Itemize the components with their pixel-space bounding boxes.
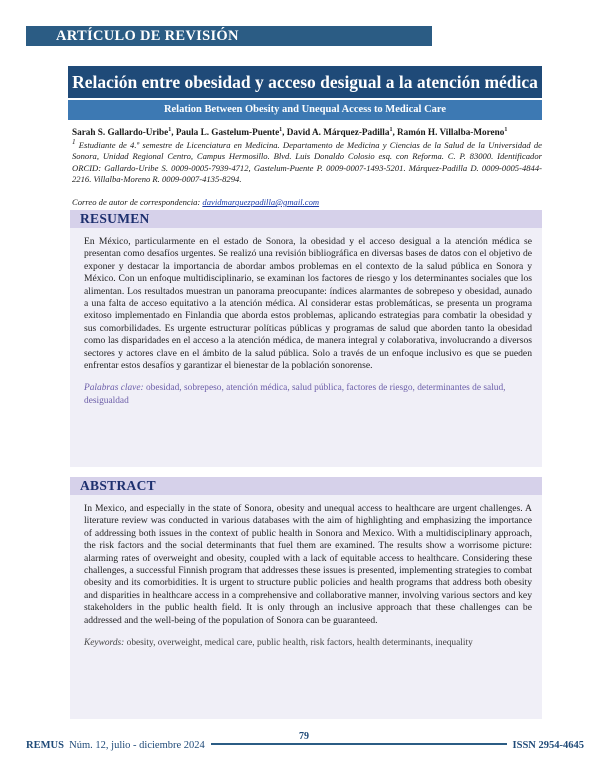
- journal-issue: Núm. 12, julio - diciembre 2024: [69, 740, 205, 751]
- abstract-heading: ABSTRACT: [70, 477, 542, 495]
- affiliation-mark: 1: [72, 138, 76, 146]
- affiliation-text: Estudiante de 4.º semestre de Licenciatura en Medicina. Departamento de Medicina y Ciencias de la Salud de la Universidad de Sonora, Unidad Regional Centro, Campus Hermosillo. Blvd. Luis Donaldo Colosio esq. con Reforma. C. P. 83000. Identificador ORCID: Gallardo-Uribe S. 0009-0005-7939-4712, Gastelum-Puente P. 0009-0007-1493-5201. Márquez-Padilla D. 0009-0005-4844-2216. Villalba-Moreno R. 0009-0007-4135-8294.: [72, 139, 542, 185]
- author-name: David A. Márquez-Padilla: [286, 127, 390, 138]
- journal-name: REMUS: [26, 740, 64, 751]
- author-separator: ,: [392, 127, 398, 138]
- keywords-label: Keywords:: [84, 638, 125, 649]
- journal-issn: ISSN 2954-4645: [507, 740, 584, 752]
- author-affiliation-mark: 1: [389, 127, 393, 133]
- author-affiliation-mark: 1: [279, 127, 283, 133]
- abstract-text: In Mexico, and especially in the state of Sonora, obesity and unequal access to healthcare are urgent challenges. A literature review was conducted in various databases with the aim of highlighting and emphasizing the importance of addressing both issues in the context of public health in Sonora and Mexico. With a multidisciplinary approach, the risk factors and the social determinants that fuel them are examined. The results show a worrisome picture: alarming rates of overweight and obesity, coupled with a lack of equitable access to healthcare. Considering these challenges, a successful Finnish program that addresses these issues is presented, implementing strategies to combat obesity and its comorbidities. It is urgent to structure public policies and health programs that address both obesity and disparities in healthcare access in a comprehensive and collaborative manner, involving various sectors and key stakeholders in the public health field. It is only through an inclusive approach that these challenges can be addressed and the well-being of the population of Sonora can be guaranteed.: [84, 503, 532, 626]
- resumen-heading: RESUMEN: [70, 210, 542, 228]
- correspondence-line: [72, 197, 542, 208]
- keywords-list: obesidad, sobrepeso, atención médica, salud pública, factores de riesgo, determinantes de salud, desigualdad: [84, 383, 506, 406]
- resumen-section: [70, 210, 542, 467]
- author-name: Sarah S. Gallardo-Uribe: [72, 127, 169, 138]
- footer-journal-info: [26, 740, 211, 752]
- author-separator: ,: [171, 127, 176, 138]
- resumen-text: En México, particularmente en el estado de Sonora, la obesidad y el acceso desigual a la atención médica se presentan como desafíos urgentes. Se realizó una revisión bibliográfica en diversas bases de datos con el objetivo de exponer y destacar la importancia de abordar ambos problemas en el contexto de la salud pública en Sonora y México. Con un enfoque multidisciplinario, se examinan los factores de riesgo y los determinantes sociales que los alimentan. Los resultados muestran un panorama preocupante: índices alarmantes de sobrepeso y obesidad, aunado a una falta de acceso equitativo a la atención médica. Al considerar estas problemáticas, se presenta un programa exitoso implementado en Finlandia que aborda estos problemas, aplicando estrategias para combatir la obesidad y sus comorbilidades. Es urgente estructurar políticas públicas y programas de salud que aborden tanto la obesidad como las disparidades en el acceso a la atención médica, de manera integral y colaborativa, involucrando a diversos sectores y actores clave en el ámbito de la salud pública. Solo a través de un enfoque inclusivo es que se pueden enfrentar estos desafíos y garantizar el bienestar de la población sonorense.: [84, 236, 532, 372]
- author-separator: ,: [282, 127, 287, 138]
- author-affiliation-mark: 1: [168, 127, 172, 133]
- author-name: Ramón H. Villalba-Moreno: [397, 127, 505, 138]
- abstract-keywords: [70, 627, 542, 649]
- correspondence-label: Correo de autor de correspondencia:: [72, 197, 203, 207]
- correspondence-email-link[interactable]: davidmarquezpadilla@gmail.com: [202, 197, 320, 207]
- page-number: 79: [299, 731, 309, 742]
- section-label: ARTÍCULO DE REVISIÓN: [26, 26, 432, 46]
- abstract-section: [70, 477, 542, 719]
- article-title: Relación entre obesidad y acceso desigual a la atención médica: [68, 66, 542, 98]
- resumen-keywords: [70, 372, 542, 407]
- author-list: [72, 124, 542, 138]
- author-affiliation-mark: 1: [504, 127, 508, 133]
- keywords-list: obesity, overweight, medical care, public health, risk factors, health determinants, inequality: [124, 638, 473, 649]
- keywords-label: Palabras clave:: [84, 383, 144, 394]
- author-name: Paula L. Gastelum-Puente: [175, 127, 280, 138]
- author-affiliation: [72, 137, 542, 186]
- article-subtitle: Relation Between Obesity and Unequal Access to Medical Care: [68, 100, 542, 120]
